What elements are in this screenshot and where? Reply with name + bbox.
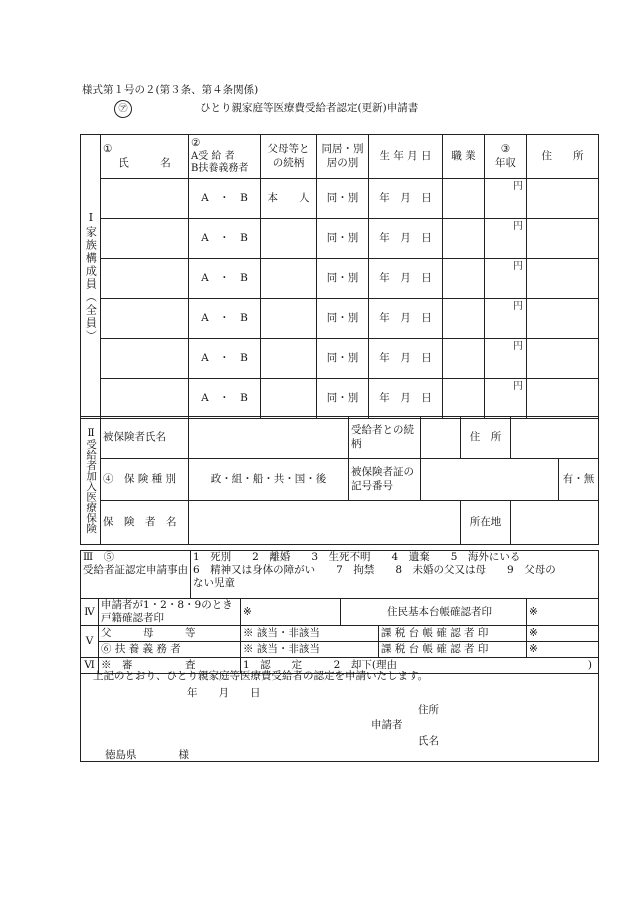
income-header <box>485 135 527 179</box>
income-field[interactable] <box>485 259 527 299</box>
type-header <box>189 135 261 179</box>
relation-field[interactable]: 本 人 <box>261 179 317 219</box>
insurer-field[interactable] <box>189 501 461 545</box>
job-field[interactable] <box>443 219 485 259</box>
member-name-field[interactable] <box>101 219 189 259</box>
member-name-field[interactable] <box>101 339 189 379</box>
insured-name-field[interactable] <box>189 417 349 459</box>
birth-field[interactable]: 年 月 日 <box>369 299 443 339</box>
circle-mark: ㋐ <box>114 100 132 118</box>
name-num: ① <box>103 143 113 156</box>
residence-choice[interactable]: 同・別 <box>317 259 369 299</box>
member-address-field[interactable] <box>527 339 599 379</box>
yen-unit: 円 <box>513 221 523 232</box>
job-field[interactable] <box>443 379 485 419</box>
income-field[interactable] <box>485 299 527 339</box>
member-name-field[interactable] <box>101 179 189 219</box>
applicant-label: 申請者 <box>371 719 403 731</box>
form-table <box>80 134 599 419</box>
review-label: ※ 審 査 <box>99 658 241 674</box>
date-field[interactable]: 年 月 日 <box>187 687 261 699</box>
section4-label: 申請者が1・2・8・9のとき戸籍確認者印 <box>99 599 241 626</box>
section3-label: 受給者証認定申請事由 <box>83 564 188 577</box>
insured-name-label: 被保険者氏名 <box>101 417 189 459</box>
declaration-box <box>80 665 599 762</box>
birth-field[interactable]: 年 月 日 <box>369 379 443 419</box>
residence-choice[interactable]: 同・別 <box>317 299 369 339</box>
ab-choice[interactable]: A ・ B <box>189 299 261 339</box>
birth-field[interactable]: 年 月 日 <box>369 339 443 379</box>
form-number: 様式第１号の２(第３条、第４条関係) <box>82 84 259 96</box>
member-address-field[interactable] <box>527 179 599 219</box>
section6-num: Ⅵ <box>81 658 99 674</box>
birth-header: 生 年 月 日 <box>369 135 443 179</box>
member-address-field[interactable] <box>527 299 599 339</box>
declaration-text: 上記のとおり、ひとり親家庭等医療費受給者の認定を申請いたします。 <box>93 670 429 682</box>
yen-unit: 円 <box>513 181 523 192</box>
ab-choice[interactable]: A ・ B <box>189 219 261 259</box>
residence-choice[interactable]: 同・別 <box>317 179 369 219</box>
ab-choice[interactable]: A ・ B <box>189 179 261 219</box>
insurer-label: 保 険 者 名 <box>101 501 189 545</box>
relation-field[interactable] <box>261 379 317 419</box>
income-field[interactable] <box>485 179 527 219</box>
relation-to-field[interactable] <box>421 417 461 459</box>
insurance-table <box>80 416 599 545</box>
ab-choice[interactable]: A ・ B <box>189 259 261 299</box>
residence-choice[interactable]: 同・別 <box>317 219 369 259</box>
parents-applicability[interactable]: ※ 該当・非該当 <box>241 626 379 642</box>
reasons-line-1: 1 死別 2 離婚 3 生死不明 4 遺棄 5 海外にいる <box>193 551 521 563</box>
yen-unit: 円 <box>513 301 523 312</box>
birth-field[interactable]: 年 月 日 <box>369 259 443 299</box>
section1-label-cell <box>81 135 101 419</box>
review-close-paren: ) <box>587 659 592 672</box>
name-label: 氏 名 <box>118 156 171 169</box>
member-address-field[interactable] <box>527 259 599 299</box>
residence-choice[interactable]: 同・別 <box>317 379 369 419</box>
job-header: 職 業 <box>443 135 485 179</box>
section5-num: Ⅴ <box>81 626 99 658</box>
resident-register-label: 住民基本台帳確認者印 <box>341 599 527 626</box>
reasons-line-3: ない児童 <box>193 577 235 590</box>
recipient-label: 徳島県 様 <box>105 749 189 761</box>
yen-unit: 円 <box>513 341 523 352</box>
relation-field[interactable] <box>261 259 317 299</box>
section4-num: Ⅳ <box>81 599 99 626</box>
member-name-field[interactable] <box>101 379 189 419</box>
reasons-line-2: 6 精神又は身体の障がい 7 拘禁 8 未婚の父又は母 9 父母の <box>193 564 556 577</box>
income-field[interactable] <box>485 379 527 419</box>
parents-label: 父 母 等 <box>99 626 241 642</box>
table-row <box>81 259 599 299</box>
insurer-location-label: 所在地 <box>461 501 511 545</box>
job-field[interactable] <box>443 179 485 219</box>
member-name-field[interactable] <box>101 259 189 299</box>
support-obligor-label: ⑥ 扶 養 義 務 者 <box>99 642 241 658</box>
relation-field[interactable] <box>261 339 317 379</box>
relation-field[interactable] <box>261 219 317 259</box>
applicant-name-label: 氏名 <box>418 735 439 747</box>
support-obligor-applicability[interactable]: ※ 該当・非該当 <box>241 642 379 658</box>
card-number-label: 被保険者証の記号番号 <box>349 459 421 501</box>
ab-choice[interactable]: A ・ B <box>189 379 261 419</box>
section4-mark[interactable]: ※ <box>241 599 341 626</box>
applicant-address-label: 住所 <box>418 704 439 716</box>
insurance-type-label: ④ 保 険 種 別 <box>101 459 189 501</box>
section1-label: Ⅰ家族構成員（全員） <box>84 210 98 343</box>
residence-choice[interactable]: 同・別 <box>317 339 369 379</box>
table-row <box>81 299 599 339</box>
type-b-label: B扶養義務者 <box>191 163 249 175</box>
table-row <box>81 179 599 219</box>
section2-label: Ⅱ受給者加入医療保険 <box>85 427 98 534</box>
relation-header: 父母等との続柄 <box>261 135 317 179</box>
type-num: ② <box>191 137 201 150</box>
form-header <box>114 100 419 118</box>
yen-unit: 円 <box>513 261 523 272</box>
member-name-field[interactable] <box>101 299 189 339</box>
parents-tax-label: 課 税 台 帳 確 認 者 印 <box>379 626 527 642</box>
card-number-field[interactable] <box>421 459 559 501</box>
reasons-cell[interactable] <box>191 551 599 599</box>
yes-no-choice[interactable]: 有・無 <box>559 459 599 501</box>
ab-choice[interactable]: A ・ B <box>189 339 261 379</box>
certification-table <box>80 550 599 674</box>
relation-to-label: 受給者との続 柄 <box>349 417 421 459</box>
insured-address-field[interactable] <box>511 417 599 459</box>
review-result-text: 1 認 定 2 却下(理由 <box>243 659 397 672</box>
yen-unit: 円 <box>513 381 523 392</box>
insurer-location-field[interactable] <box>511 501 599 545</box>
support-obligor-tax-mark[interactable]: ※ <box>527 642 599 658</box>
section3-num: Ⅲ ⑤ <box>83 551 115 563</box>
parents-tax-mark[interactable]: ※ <box>527 626 599 642</box>
type-a-label: A受 給 者 <box>191 150 235 162</box>
support-obligor-tax-label: 課 税 台 帳 確 認 者 印 <box>379 642 527 658</box>
address-header: 住 所 <box>527 135 599 179</box>
form-title: ひとり親家庭等医療費受給者認定(更新)申請書 <box>200 102 419 114</box>
member-address-field[interactable] <box>527 379 599 419</box>
income-num: ③ <box>500 143 511 156</box>
insurance-type-options[interactable]: 政・組・船・共・国・後 <box>189 459 349 501</box>
birth-field[interactable]: 年 月 日 <box>369 219 443 259</box>
insured-address-label: 住 所 <box>461 417 511 459</box>
resident-register-mark[interactable]: ※ <box>527 599 599 626</box>
job-field[interactable] <box>443 299 485 339</box>
relation-field[interactable] <box>261 299 317 339</box>
income-field[interactable] <box>485 219 527 259</box>
section2-label-cell <box>81 417 101 545</box>
member-address-field[interactable] <box>527 219 599 259</box>
table-row <box>81 339 599 379</box>
table-row <box>81 379 599 419</box>
residence-header: 同居・別居の別 <box>317 135 369 179</box>
job-field[interactable] <box>443 339 485 379</box>
table-row <box>81 219 599 259</box>
income-label: 年収 <box>495 156 516 169</box>
name-header <box>101 135 189 179</box>
section3-label-cell <box>81 551 191 599</box>
job-field[interactable] <box>443 259 485 299</box>
birth-field[interactable]: 年 月 日 <box>369 179 443 219</box>
income-field[interactable] <box>485 339 527 379</box>
